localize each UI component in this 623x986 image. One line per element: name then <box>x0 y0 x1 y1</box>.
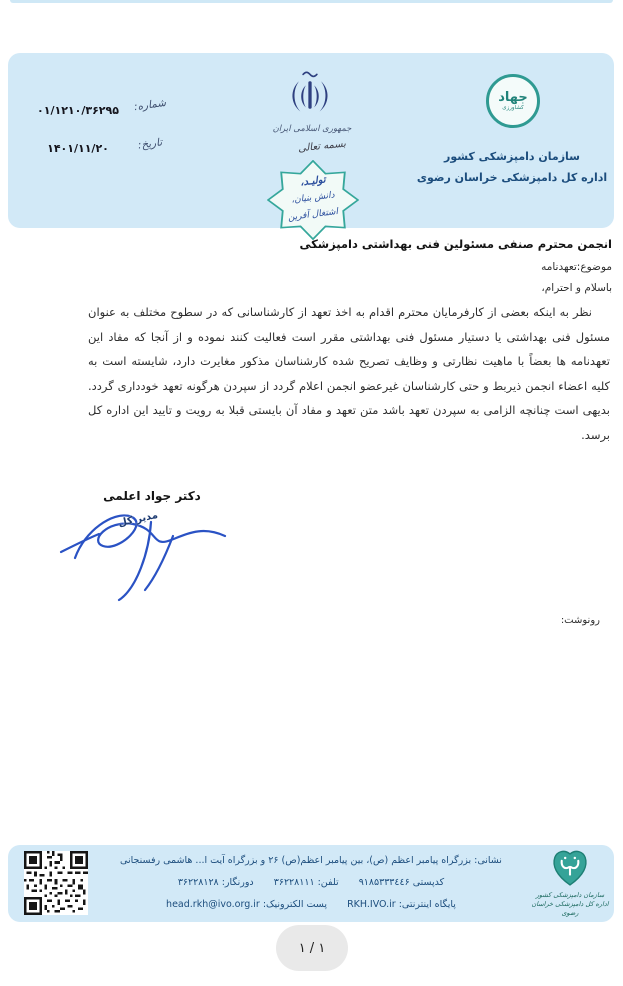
postal-code-value: ۹۱۸۵۳۳۳٤٤۶ <box>358 877 410 888</box>
fax-label: دورنگار: <box>221 877 254 888</box>
signer-name: دکتر جواد اعلمی <box>103 489 201 503</box>
phone-label: تلفن: <box>317 877 339 888</box>
letter-number-label: شماره: <box>133 96 167 114</box>
besmele-calligraphy: بسمه تعالی <box>297 138 347 155</box>
jahad-agriculture-logo-icon <box>486 74 540 128</box>
fax-value: ۳۶۲۲۸۱۲۸ <box>177 877 219 888</box>
page-indicator-text: ۱ / ۱ <box>298 940 326 956</box>
letter-number-value: ۰۱/۱۲۱۰/۳۶۲۹۵ <box>37 104 119 117</box>
subject-line: موضوع:تعهدنامه <box>541 261 612 273</box>
email-value: head.rkh@ivo.org.ir <box>166 899 260 910</box>
slogan-line-2: دانش بنیان، <box>290 190 336 206</box>
page-indicator-badge <box>276 925 348 971</box>
jahad-logo-text: جهاد <box>498 90 528 105</box>
department-name: اداره کل دامپزشکی خراسان رضوی <box>416 171 608 184</box>
letter-date-label: تاریخ: <box>137 136 163 152</box>
veterinary-organization-logo-icon <box>549 847 591 887</box>
letter-date-value: ۱۴۰۱/۱۱/۲۰ <box>47 142 109 155</box>
salutation-line: باسلام و احترام، <box>541 282 612 294</box>
previous-page-edge <box>10 0 613 3</box>
copy-notation-label: رونوشت: <box>560 615 600 626</box>
postal-code-label: کدپستی <box>412 877 445 888</box>
footer-address-line: نشانی: بزرگراه پیامبر اعظم (ص)، بین پیامبر اعظم(ص) ۲۶ و بزرگراه آیت ا... هاشمی رفسنجانی <box>120 855 502 866</box>
iran-national-emblem-icon <box>288 68 332 122</box>
letter-body-paragraph: نظر به اینکه بعضی از کارفرمایان محترم اقدام به اخذ تعهد از کارشناسانی که در سطوح مختلف به عنوان مسئول فنی بهداشتی یا دستیار مسئول فنی بهداشتی مقرر است فعالیت کنند نموده و از آنجا که مفاد این تعهدنامه ها بعضاً با ماهیت نظارتی و وظایف تصریح شده کارشناسان مذکور مغایرت دارد، شایسته است به کلیه اعضاء انجمن ذیربط و حتی کارشناسان غیرعضو انجمن اعلام گردد از سپردن هرگونه تعهد خودداری گردد. بدیهی است چنانچه الزامی به سپردن تعهد باشد متن تعهد و مفاد آن بایستی قبلا به رویت و تایید این اداره کل برسد. <box>88 305 610 442</box>
qr-code <box>24 851 88 915</box>
footer-contact-line <box>95 877 527 888</box>
website-value: RKH.IVO.ir <box>347 899 396 910</box>
slogan-line-3: اشتغال آفرین <box>287 206 339 224</box>
email-label: پست الکترونیک: <box>262 899 327 910</box>
organization-name: سازمان دامپزشکی کشور <box>444 150 580 163</box>
vet-logo-caption-1: سازمان دامپزشکی کشور <box>535 891 605 899</box>
signer-title: مدیر کل <box>117 509 159 530</box>
footer-web-line <box>95 899 527 910</box>
emblem-caption: جمهوری اسلامی ایران <box>272 124 352 134</box>
jahad-logo-subtext: کشاورزی <box>502 105 524 111</box>
addressee-line: انجمن محترم صنفی مسئولین فنی بهداشتی دامپزشکی <box>299 237 612 251</box>
vet-logo-caption-2: اداره کل دامپزشکی خراسان رضوی <box>531 900 609 917</box>
phone-value: ۳۶۲۲۸۱۱۱ <box>273 877 315 888</box>
website-label: پایگاه اینترنتی: <box>398 899 456 910</box>
slogan-line-1: تولیـد، <box>299 174 327 189</box>
veterinary-logo-block <box>528 847 612 918</box>
